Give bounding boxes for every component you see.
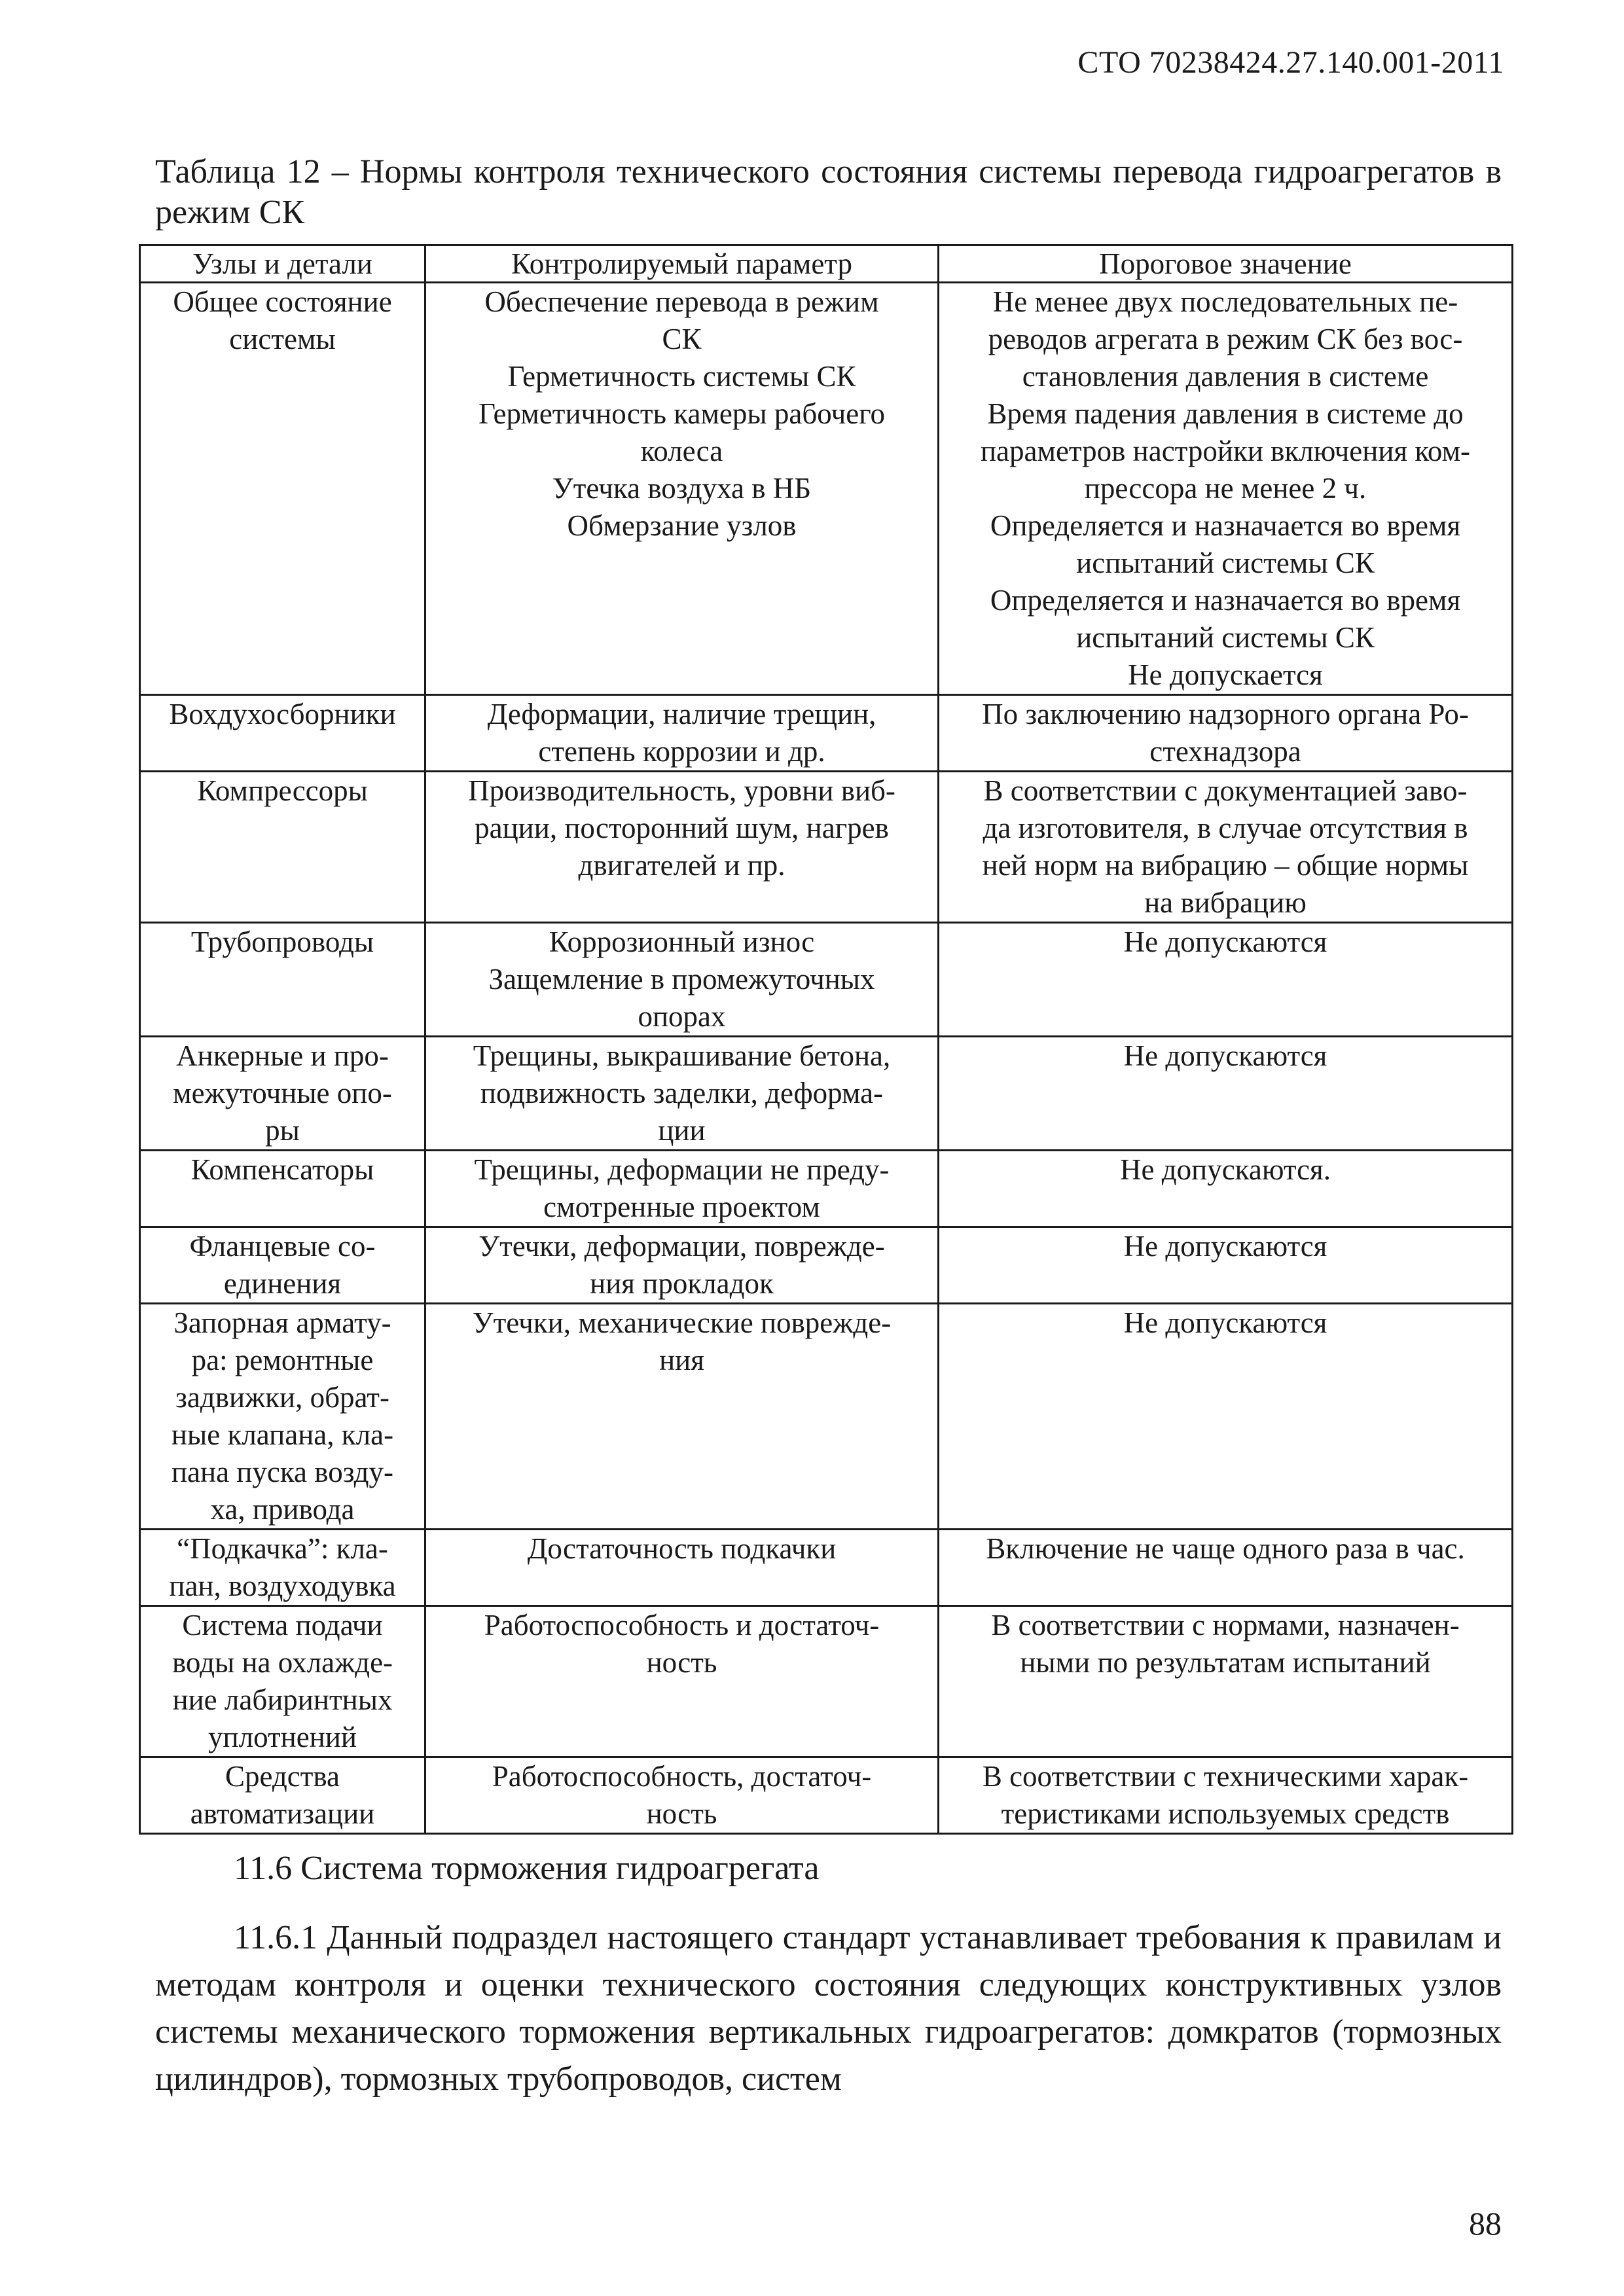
cell-line: Определяется и назначается во время [990,509,1461,542]
cell-line: Не допускаются [1123,1039,1327,1072]
table-row [140,1530,1513,1606]
cell-unit [140,1757,425,1834]
page-number: 88 [1469,2205,1502,2242]
cell-threshold [939,1304,1513,1530]
column-header-parameter: Контролируемый параметр [425,245,939,283]
cell-parameter [425,1227,939,1304]
cell-line: Не допускаются [1123,1306,1327,1339]
cell-line: степень коррозии и др. [538,735,825,768]
cell-line: испытаний системы СК [1076,547,1375,579]
cell-line: СК [662,323,702,355]
cell-unit [140,283,425,695]
cell-line: системы [229,323,336,355]
cell-line: Не допускаются [1123,1230,1327,1263]
table-row [140,772,1513,923]
cell-line: В соответствии с документацией заво- [983,774,1468,807]
cell-threshold [939,1151,1513,1227]
cell-line: двигателей и пр. [578,849,785,882]
table-row [140,1037,1513,1151]
cell-line: Не допускаются [1123,925,1327,958]
cell-line: ра: ремонтные [191,1344,374,1376]
cell-line: ха, привода [210,1493,355,1526]
cell-line: Трещины, деформации не преду- [474,1153,890,1186]
table-row [140,1227,1513,1304]
cell-threshold [939,1530,1513,1606]
cell-line: Включение не чаще одного раза в час. [986,1532,1465,1565]
table-header-row [140,245,1513,283]
cell-parameter [425,1151,939,1227]
cell-line: Работоспособность, достаточ- [492,1760,872,1793]
cell-line: Не допускается [1128,658,1323,691]
section-heading: 11.6 Система торможения гидроагрегата [234,1850,820,1887]
cell-line: Обмерзание узлов [567,509,797,542]
document-code: СТО 70238424.27.140.001-2011 [1077,45,1504,80]
cell-parameter [425,1530,939,1606]
table-row [140,283,1513,695]
cell-line: Не допускаются. [1120,1153,1331,1186]
cell-line: Достаточность подкачки [527,1532,837,1565]
cell-line: Герметичность камеры рабочего [478,397,886,430]
cell-line: уплотнений [208,1721,357,1753]
cell-line: ными по результатам испытаний [1020,1646,1431,1679]
cell-threshold [939,1037,1513,1151]
cell-line: Общее состояние [173,285,392,318]
cell-line: Фланцевые со- [189,1230,376,1263]
cell-line: рации, посторонний шум, нагрев [475,812,889,844]
cell-line: автоматизации [190,1797,375,1830]
cell-line: пана пуска возду- [171,1456,394,1488]
cell-line: испытаний системы СК [1076,621,1375,654]
cell-threshold [939,1606,1513,1757]
cell-line: да изготовителя, в случае отсутствия в [983,812,1468,844]
cell-line: единения [223,1267,342,1300]
cell-line: колеса [640,435,723,467]
cell-threshold [939,772,1513,923]
cell-threshold [939,1757,1513,1834]
cell-line: Трубопроводы [190,925,374,958]
cell-line: Не менее двух последовательных пе- [992,285,1458,318]
cell-unit [140,695,425,772]
column-header-units: Узлы и детали [140,245,425,283]
table-row [140,1757,1513,1834]
cell-line: Компрессоры [197,774,368,807]
cell-unit [140,1037,425,1151]
cell-line: параметров настройки включения ком- [980,435,1471,467]
cell-line: реводов агрегата в режим СК без вос- [988,323,1463,355]
cell-threshold [939,923,1513,1037]
cell-line: на вибрацию [1144,886,1307,919]
cell-line: Компенсаторы [190,1153,374,1186]
cell-unit [140,1304,425,1530]
table-row [140,1606,1513,1757]
cell-line: Обеспечение перевода в режим [484,285,879,318]
cell-line: Система подачи [182,1609,383,1641]
cell-line: межуточные опо- [173,1077,392,1109]
cell-line: Средства [225,1760,340,1793]
cell-line: опорах [638,1000,726,1033]
cell-line: задвижки, обрат- [175,1381,389,1414]
cell-line: Утечки, деформации, поврежде- [478,1230,885,1263]
cell-line: Деформации, наличие трещин, [487,698,876,730]
norms-table [139,244,1513,1835]
cell-parameter [425,1037,939,1151]
cell-line: ней норм на вибрацию – общие нормы [982,849,1469,882]
cell-line: Работоспособность и достаточ- [484,1609,880,1641]
cell-line: ность [646,1646,717,1679]
cell-line: стехнадзора [1149,735,1301,768]
cell-threshold [939,283,1513,695]
cell-line: подвижность заделки, деформа- [480,1077,884,1109]
cell-line: теристиками используемых средств [1001,1797,1450,1830]
cell-line: воды на охлажде- [171,1646,393,1679]
cell-line: ния прокладок [590,1267,774,1300]
table-row [140,1151,1513,1227]
cell-parameter [425,1757,939,1834]
cell-line: Утечки, механические поврежде- [472,1306,892,1339]
cell-parameter [425,695,939,772]
cell-line: Вохдухосборники [169,698,396,730]
cell-parameter [425,283,939,695]
cell-line: ры [265,1114,300,1147]
cell-line: ния [659,1344,704,1376]
cell-unit [140,772,425,923]
cell-line: смотренные проектом [543,1191,820,1223]
cell-line: прессора не менее 2 ч. [1084,472,1367,505]
cell-unit [140,1227,425,1304]
cell-line: Коррозионный износ [549,925,815,958]
cell-line: Трещины, выкрашивание бетона, [473,1039,891,1072]
cell-line: Запорная армату- [173,1306,391,1339]
cell-unit [140,1151,425,1227]
cell-line: Определяется и назначается во время [990,584,1461,617]
cell-unit [140,1606,425,1757]
cell-line: Анкерные и про- [176,1039,389,1072]
cell-line: В соответствии с нормами, назначен- [991,1609,1460,1641]
cell-line: Герметичность системы СК [507,360,856,393]
cell-line: становления давления в системе [1022,360,1429,393]
cell-line: Защемление в промежуточных [488,963,875,996]
cell-parameter [425,772,939,923]
cell-threshold [939,695,1513,772]
cell-line: ность [646,1797,717,1830]
cell-line: “Подкачка”: кла- [177,1532,388,1565]
cell-line: Утечка воздуха в НБ [552,472,812,505]
cell-parameter [425,923,939,1037]
cell-line: ные клапана, кла- [171,1418,394,1451]
cell-line: По заключению надзорного органа Ро- [982,698,1469,730]
cell-line: пан, воздуходувка [169,1570,396,1602]
cell-line: В соответствии с техническими харак- [982,1760,1469,1793]
cell-line: Производительность, уровни виб- [468,774,895,807]
cell-threshold [939,1227,1513,1304]
table-body [140,283,1513,1834]
table-caption: Таблица 12 – Нормы контроля технического состояния системы перевода гидроагрегатов в режим СК [155,153,1502,231]
cell-line: ции [658,1114,706,1147]
table-row [140,1304,1513,1530]
table-row [140,923,1513,1037]
cell-line: Время падения давления в системе до [987,397,1464,430]
cell-parameter [425,1606,939,1757]
table-row [140,695,1513,772]
cell-unit [140,1530,425,1606]
cell-parameter [425,1304,939,1530]
column-header-threshold: Пороговое значение [939,245,1513,283]
cell-unit [140,923,425,1037]
body-paragraph: 11.6.1 Данный подраздел настоящего стандарт устанавливает требования к правилам и методам контроля и оценки технического состояния следующих конструктивных узлов системы механического торможения вертикальных гидроагрегатов: домкратов (тормозных цилиндров), тормозных трубопроводов, систем [155,1919,1502,2098]
cell-line: ние лабиринтных [172,1683,393,1716]
